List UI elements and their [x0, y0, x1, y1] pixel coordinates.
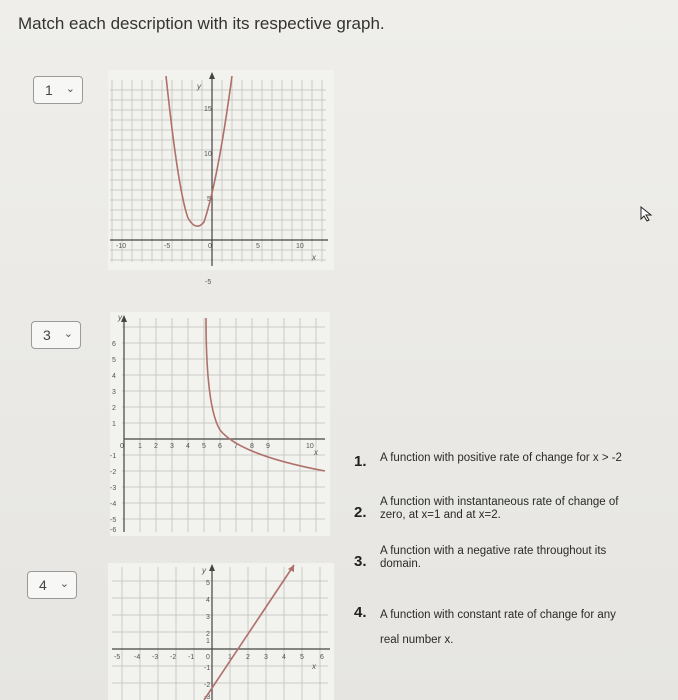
- x-tick-label: 5: [256, 243, 260, 250]
- graph-3-line: [108, 563, 334, 700]
- y-tick-label: 15: [204, 106, 212, 113]
- y-tick-label: 5: [207, 196, 211, 203]
- graph3-select[interactable]: [27, 571, 77, 599]
- x-axis-label: x: [314, 448, 318, 457]
- y-tick-label: 4: [206, 597, 210, 604]
- x-tick-label: -1: [188, 654, 195, 661]
- x-tick-label: 1: [138, 443, 142, 450]
- graph3-select-value: 4: [39, 577, 47, 593]
- y-tick-label: 5: [206, 580, 210, 587]
- x-tick-label: -5: [114, 654, 121, 661]
- chevron-down-icon: ⌄: [63, 328, 73, 340]
- x-tick-label: 5: [202, 443, 206, 450]
- x-tick-label: 9: [266, 443, 270, 450]
- x-tick-label: 3: [264, 654, 268, 661]
- x-tick-label: -10: [116, 243, 127, 250]
- y-tick-label: -4: [110, 501, 117, 508]
- x-tick-label: 10: [296, 243, 304, 250]
- y-axis-label: y: [197, 82, 201, 91]
- y-tick-label: 2: [112, 405, 116, 412]
- graph-1-parabola: [108, 70, 334, 286]
- y-tick-label: 3: [206, 614, 210, 621]
- x-tick-label: -3: [152, 654, 159, 661]
- graph1-select[interactable]: [33, 76, 83, 104]
- x-axis-label: x: [312, 253, 316, 262]
- y-tick-label: 10: [204, 151, 212, 158]
- y-tick-label: -5: [205, 279, 212, 286]
- y-tick-label: -2: [110, 469, 117, 476]
- mouse-cursor-icon: [640, 206, 654, 222]
- graph1-select-value: 1: [45, 82, 53, 98]
- y-tick-label: 3: [112, 389, 116, 396]
- description-number-1: 1.: [354, 453, 367, 470]
- y-tick-label: -3: [110, 485, 117, 492]
- description-text-3-line2: domain.: [380, 558, 421, 570]
- description-text-3-line1: A function with a negative rate throughout its: [380, 545, 607, 557]
- x-tick-label: 4: [186, 443, 190, 450]
- y-tick-label: -5: [110, 517, 117, 524]
- x-tick-label: 0: [206, 654, 210, 661]
- y-tick-label: -2: [204, 682, 211, 689]
- question-title: Match each description with its respective graph.: [18, 14, 385, 33]
- chevron-down-icon: ⌄: [65, 83, 75, 95]
- description-text-1: A function with positive rate of change for x > -2: [380, 452, 622, 464]
- description-number-3: 3.: [354, 553, 367, 570]
- y-tick-label: -6: [110, 527, 117, 534]
- x-tick-label: 3: [170, 443, 174, 450]
- x-tick-label: 8: [250, 443, 254, 450]
- x-tick-label: 0: [208, 243, 212, 250]
- y-tick-label: 2: [206, 631, 210, 638]
- description-number-4: 4.: [354, 604, 367, 621]
- y-axis-label: y: [118, 313, 122, 322]
- x-tick-label: 0: [120, 443, 124, 450]
- x-tick-label: 4: [282, 654, 286, 661]
- graph-2-decreasing-curve: [110, 312, 330, 536]
- y-tick-label: 4: [112, 373, 116, 380]
- y-tick-label: -3: [204, 694, 211, 700]
- description-text-4-line1: A function with constant rate of change for any: [380, 609, 616, 621]
- description-text-4-line2: real number x.: [380, 634, 454, 646]
- x-tick-label: 2: [154, 443, 158, 450]
- x-tick-label: 6: [218, 443, 222, 450]
- x-tick-label: 2: [246, 654, 250, 661]
- x-tick-label: 10: [306, 443, 314, 450]
- x-tick-label: 7: [234, 443, 238, 450]
- description-text-2-line1: A function with instantaneous rate of change of: [380, 496, 619, 508]
- x-tick-label: -2: [170, 654, 177, 661]
- x-tick-label: 6: [320, 654, 324, 661]
- description-text-2-line2: zero, at x=1 and at x=2.: [380, 509, 501, 521]
- y-tick-label: -1: [204, 665, 211, 672]
- graph2-select[interactable]: [31, 321, 81, 349]
- x-tick-label: -4: [134, 654, 141, 661]
- graph2-select-value: 3: [43, 327, 51, 343]
- y-tick-label: -1: [110, 453, 117, 460]
- y-axis-label: y: [202, 566, 206, 575]
- chevron-down-icon: ⌄: [59, 578, 69, 590]
- y-tick-label: 1: [112, 421, 116, 428]
- description-number-2: 2.: [354, 504, 367, 521]
- x-tick-label: -5: [164, 243, 171, 250]
- x-axis-label: x: [312, 662, 316, 671]
- y-tick-label: 1: [206, 638, 210, 645]
- y-tick-label: 6: [112, 341, 116, 348]
- x-tick-label: 1: [228, 654, 232, 661]
- y-tick-label: 5: [112, 357, 116, 364]
- x-tick-label: 5: [300, 654, 304, 661]
